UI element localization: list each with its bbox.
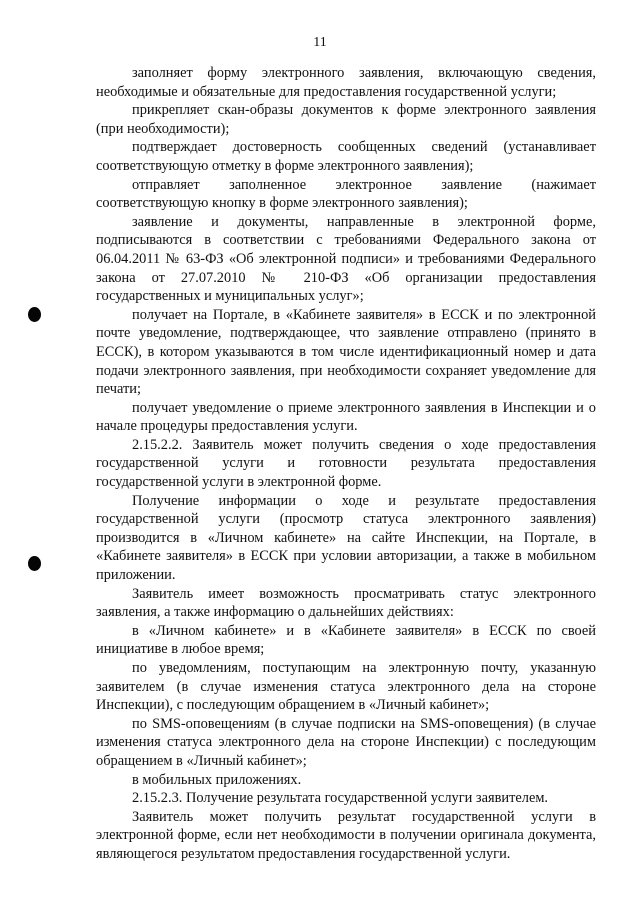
document-body bbox=[96, 64, 596, 864]
paragraph: заполняет форму электронного заявления, включающую сведения, необходимые и обязательные для предоставления государственной услуги; bbox=[96, 65, 596, 100]
paragraph: получает на Портале, в «Кабинете заявителя» в ЕССК и по электронной почте уведомление, подтверждающее, что заявление отправлено (принято в ЕССК), в котором указываются в том числе идентификационный номер и дата подачи электронного заявления, при необходимости сохраняет уведомление для печати; bbox=[96, 306, 596, 398]
paragraph: подтверждает достоверность сообщенных сведений (устанавливает соответствующую отметку в форме электронного заявления); bbox=[96, 139, 596, 174]
paragraph: в мобильных приложениях. bbox=[132, 771, 302, 788]
paragraph: по уведомлениям, поступающим на электронную почту, указанную заявителем (в случае изменения статуса электронного дела на стороне Инспекции), с последующим обращением в «Личный кабинет»; bbox=[96, 660, 596, 714]
paragraph: получает уведомление о приеме электронного заявления в Инспекции и о начале процедуры предоставления услуги. bbox=[96, 399, 596, 435]
punch-hole-mark bbox=[28, 307, 41, 322]
paragraph: Заявитель имеет возможность просматривать статус электронного заявления, а также информацию о дальнейших действиях: bbox=[96, 585, 596, 621]
paragraph: по SMS-оповещениям (в случае подписки на SMS-оповещения) (в случае изменения статуса электронного дела на стороне Инспекции) с последующим обращением в «Личный кабинет»; bbox=[96, 715, 596, 769]
punch-hole-mark bbox=[28, 556, 41, 571]
section-paragraph-2-15-2-2: 2.15.2.2. Заявитель может получить сведения о ходе предоставления государственной услуги и готовности результата предоставления государственной услуги в электронной форме. bbox=[96, 436, 596, 491]
paragraph: прикрепляет скан-образы документов к форме электронного заявления (при необходимости); bbox=[96, 102, 596, 137]
paragraph: Получение информации о ходе и результате предоставления государственной услуги (просмотр статуса электронного заявления) производится в «Личном кабинете» на сайте Инспекции, на Портале, в «Кабинете заявителя» в ЕССК при условии авторизации, а также в мобильном приложении. bbox=[96, 492, 596, 584]
page-number: 11 bbox=[313, 35, 327, 50]
paragraph: заявление и документы, направленные в электронной форме, подписываются в соответствии с требованиями Федерального закона от 06.04.2011 № 63-ФЗ «Об электронной подписи» и требованиями Федерального закона от 27.07.2010 № 210-ФЗ «Об организации предоставления государственных и муниципальных услуг»; bbox=[96, 213, 596, 305]
section-paragraph-2-15-2-3: 2.15.2.3. Получение результата государственной услуги заявителем. bbox=[132, 790, 549, 807]
paragraph: отправляет заполненное электронное заявление (нажимает соответствующую кнопку в форме электронного заявления); bbox=[96, 176, 596, 212]
paragraph: Заявитель может получить результат государственной услуги в электронной форме, если нет необходимости в получении оригинала документа, являющегося результатом предоставления государственной услуги. bbox=[96, 808, 596, 862]
paragraph: в «Личном кабинете» и в «Кабинете заявителя» в ЕССК по своей инициативе в любое время; bbox=[96, 622, 596, 658]
